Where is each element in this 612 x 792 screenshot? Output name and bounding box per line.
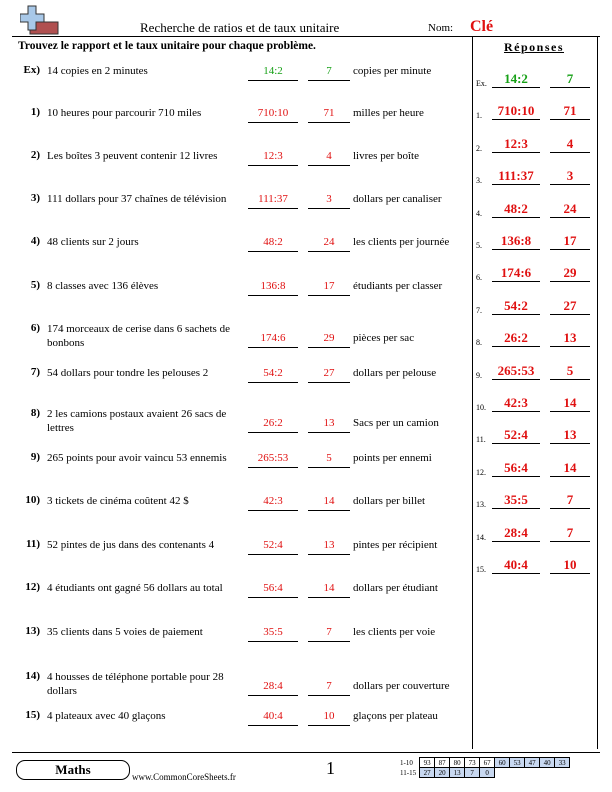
answer-key-ratio: 42:3 [492,396,540,412]
answer-key-label: 14. [476,532,486,542]
problem-text: Les boîtes 3 peuvent contenir 12 livres [47,150,218,162]
problem-text: 54 dollars pour tondre les pelouses 2 [47,367,209,379]
problem-number: 2) [30,149,40,161]
answer-key-ratio: 54:2 [492,299,540,315]
ratio-answer: 12:3 [248,149,298,166]
problem-text: 35 clients dans 5 voies de paiement [47,626,203,638]
problem-number: 7) [30,366,40,378]
problem-number: 1) [30,106,40,118]
answer-key-ratio: 710:10 [492,104,540,120]
score-row-label: 11-15 [400,768,417,777]
ratio-answer: 14:2 [248,64,298,81]
problem-text: 10 heures pour parcourir 710 miles [47,107,202,119]
unit-label: dollars per canaliser [353,193,442,205]
answer-key-rate: 14 [550,461,590,477]
answer-key-ratio: 111:37 [492,169,540,185]
problem-text: 2 les camions postaux avaient 26 sacs de lettres [47,408,227,434]
problem-number: 6) [30,322,40,334]
footer-divider [12,752,600,753]
unit-label: dollars per billet [353,495,426,507]
problem-text: 14 copies en 2 minutes [47,65,148,77]
ratio-answer: 174:6 [248,331,298,348]
answer-key-ratio: 26:2 [492,331,540,347]
answer-key-label: 15. [476,565,486,574]
answer-key-rate: 7 [550,72,590,88]
subject-badge: Maths [16,760,130,780]
score-row [398,768,570,778]
answer-key-rate: 24 [550,202,590,218]
ratio-answer: 56:4 [248,581,298,598]
problem-number: 8) [30,407,40,419]
answer-key-rate: 27 [550,299,590,315]
rate-answer: 13 [308,416,350,433]
answer-key-ratio: 174:6 [492,266,540,282]
score-cell: 93 [420,758,435,768]
problem-text: 8 classes avec 136 élèves [47,280,159,292]
unit-label: pintes per récipient [353,539,438,551]
problem-number: 4) [30,235,40,247]
unit-label: dollars per étudiant [353,582,438,594]
problem-text: 265 points pour avoir vaincu 53 ennemis [47,452,227,464]
answer-key-rate: 4 [550,137,590,153]
rate-answer: 5 [308,451,350,468]
problem-number: 13) [25,625,40,637]
answer-key-ratio: 14:2 [492,72,540,88]
score-cell: 53 [510,758,525,768]
rate-answer: 71 [308,106,350,123]
logo-icon [20,4,60,38]
rate-answer: 13 [308,538,350,555]
answer-key-ratio: 12:3 [492,137,540,153]
rate-answer: 3 [308,192,350,209]
name-value: Clé [470,18,494,35]
problem-number: Ex) [23,64,40,76]
answer-key-label: 8. [476,338,482,348]
answer-key-label: 5. [476,241,482,250]
rate-answer: 4 [308,149,350,166]
rate-answer: 7 [308,679,350,696]
answer-key-label: 6. [476,273,482,283]
rate-answer: 10 [308,709,350,726]
problem-text: 3 tickets de cinéma coûtent 42 $ [47,495,189,507]
problem-number: 9) [30,451,40,463]
page-number: 1 [326,758,335,778]
unit-label: étudiants per classer [353,280,443,292]
rate-answer: 27 [308,366,350,383]
answer-key-ratio: 265:53 [492,364,540,380]
answer-key-rate: 3 [550,169,590,185]
ratio-answer: 52:4 [248,538,298,555]
score-cell: 47 [525,758,540,768]
problem-number: 12) [25,581,40,593]
score-cell: 13 [450,768,465,778]
problem-text: 111 dollars pour 37 chaînes de télévision [47,193,227,205]
instructions: Trouvez le rapport et le taux unitaire pour chaque problème. [18,40,316,52]
answer-key-ratio: 40:4 [492,558,540,574]
rate-answer: 14 [308,581,350,598]
problem-number: 15) [25,709,40,721]
score-cell: 20 [435,768,450,778]
answer-key-title: Réponses [503,40,564,54]
rate-answer: 7 [308,64,350,81]
ratio-answer: 136:8 [248,279,298,296]
problem-number: 10) [25,494,40,506]
score-row [398,758,570,768]
unit-label: dollars per couverture [353,680,450,692]
answer-key-rate: 71 [550,104,590,120]
answer-key-rate: 10 [550,558,590,574]
ratio-answer: 111:37 [248,192,298,209]
answer-key-label: 13. [476,500,486,510]
ratio-answer: 54:2 [248,366,298,383]
problem-number: 5) [30,279,40,291]
score-table [398,757,570,778]
score-cell: 33 [555,758,570,768]
rate-answer: 7 [308,625,350,642]
answer-key-rate: 13 [550,331,590,347]
score-cell: 7 [465,768,480,778]
rate-answer: 24 [308,235,350,252]
answer-key-label: 3. [476,176,482,186]
answer-key-rate: 7 [550,493,590,509]
problem-text: 4 plateaux avec 40 glaçons [47,710,166,722]
unit-label: Sacs per un camion [353,417,439,429]
answer-key-label: 11. [476,435,486,445]
answer-key-label: Ex. [476,79,487,88]
unit-label: milles per heure [353,107,424,119]
name-label: Nom: [428,22,454,34]
answer-key-label: 2. [476,143,482,153]
answer-key-rate: 13 [550,428,590,444]
ratio-answer: 28:4 [248,679,298,696]
answer-key-rate: 29 [550,266,590,282]
problem-number: 11) [25,538,40,550]
problem-number: 14) [25,670,40,682]
problem-text: 52 pintes de jus dans des contenants 4 [47,539,215,551]
answer-key-label: 4. [476,208,482,218]
unit-label: copies per minute [353,65,432,77]
ratio-answer: 48:2 [248,235,298,252]
unit-label: glaçons per plateau [353,710,438,722]
ratio-answer: 35:5 [248,625,298,642]
answer-key-ratio: 52:4 [492,428,540,444]
ratio-answer: 710:10 [248,106,298,123]
answer-key-rate: 17 [550,234,590,250]
score-cell: 80 [450,758,465,768]
score-cell: 67 [480,758,495,768]
answer-key-rate: 14 [550,396,590,412]
answer-key-label: 10. [476,403,486,412]
problem-text: 48 clients sur 2 jours [47,236,139,248]
answer-key-rate: 5 [550,364,590,380]
footer-site: www.CommonCoreSheets.fr [132,772,236,782]
unit-label: dollars per pelouse [353,367,437,379]
score-cell: 0 [480,768,495,778]
answer-key-ratio: 56:4 [492,461,540,477]
problem-number: 3) [30,192,40,204]
unit-label: livres per boîte [353,150,419,162]
unit-label: les clients per journée [353,236,450,248]
ratio-answer: 40:4 [248,709,298,726]
unit-label: points per ennemi [353,452,432,464]
score-cell: 27 [420,768,435,778]
answer-key-label: 9. [476,370,482,380]
page-title: Recherche de ratios et de taux unitaire [140,20,340,35]
score-row-label: 1-10 [400,758,413,767]
answer-key-ratio: 136:8 [492,234,540,250]
answer-key-ratio: 35:5 [492,493,540,509]
score-cell: 87 [435,758,450,768]
rate-answer: 17 [308,279,350,296]
answer-key-label: 12. [476,467,486,477]
rate-answer: 14 [308,494,350,511]
ratio-answer: 26:2 [248,416,298,433]
score-cell: 40 [540,758,555,768]
ratio-answer: 42:3 [248,494,298,511]
score-cell: 60 [495,758,510,768]
ratio-answer: 265:53 [248,451,298,468]
rate-answer: 29 [308,331,350,348]
answer-key-ratio: 28:4 [492,526,540,542]
problem-text: 4 étudiants ont gagné 56 dollars au total [47,582,223,594]
unit-label: les clients per voie [353,626,436,638]
answer-key-label: 7. [476,305,482,315]
score-cell: 73 [465,758,480,768]
problem-text: 174 morceaux de cerise dans 6 sachets de bonbons [47,323,230,349]
answer-key-label: 1. [476,111,482,121]
answer-key-rate: 7 [550,526,590,542]
answer-key-ratio: 48:2 [492,202,540,218]
problem-text: 4 housses de téléphone portable pour 28 dollars [47,671,224,697]
unit-label: pièces per sac [353,332,415,344]
